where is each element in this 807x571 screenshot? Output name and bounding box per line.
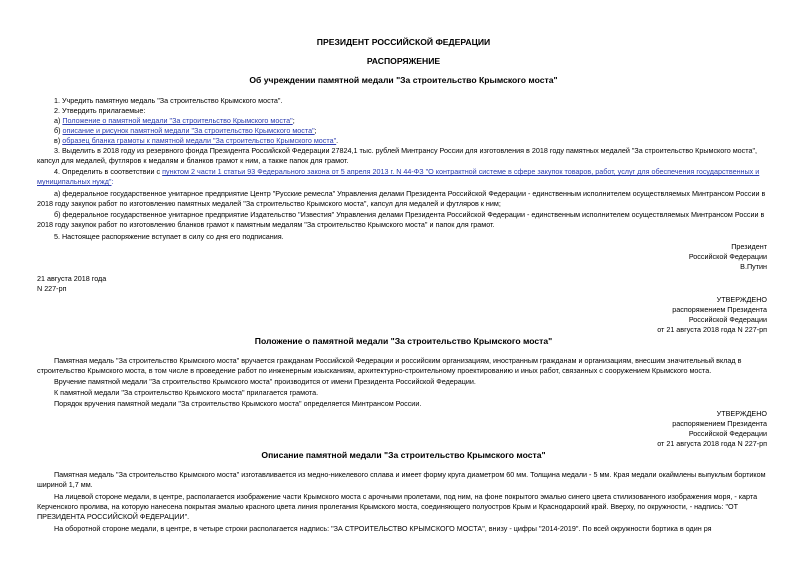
point-2b-suffix: ; [314, 126, 317, 135]
approved2-label: УТВЕРЖДЕНО [716, 409, 767, 418]
approved-label: УТВЕРЖДЕНО [716, 295, 767, 304]
description-para1-line1: Памятная медаль "За строительство Крымского моста" изготавливается из медно-никелевого сплава и имеет форму круга диаметром 60 мм. Толщина медали - 5 мм. Края медали окаймлены выпуклым бортиком [54, 470, 766, 479]
point-2: 2. Утвердить прилагаемые: [54, 106, 146, 115]
point-2c-prefix: в) [54, 136, 63, 145]
president-heading: ПРЕЗИДЕНТ РОССИЙСКОЙ ФЕДЕРАЦИИ [316, 37, 491, 47]
document-title: Об учреждении памятной медали "За строительство Крымского моста" [249, 75, 558, 85]
link-federal-law[interactable]: пунктом 2 части 1 статьи 93 Федерального закона от 5 апреля 2013 г. N 44-ФЗ "О контрактной системе в сфере закупок товаров, работ, услуг для обеспечения государственных и [162, 167, 760, 176]
point-2a-suffix: ; [292, 116, 295, 125]
point-4a-line1: а) федеральное государственное унитарное предприятие Центр "Русские ремесла" Управления делами Президента Российской Федерации - единственным исполнителем осуществляемых Минтрансом России в [54, 189, 766, 198]
section-description-title: Описание памятной медали "За строительство Крымского моста" [261, 450, 546, 460]
signature-name: В.Путин [740, 262, 767, 271]
section-regulation-title: Положение о памятной медали "За строительство Крымского моста" [254, 336, 553, 346]
description-para2-line3: ПРЕЗИДЕНТА РОССИЙСКОЙ ФЕДЕРАЦИИ". [37, 512, 190, 521]
point-2c [54, 136, 338, 145]
approved-date: от 21 августа 2018 года N 227-рп [657, 325, 767, 334]
description-para1-line2: шириной 1,7 мм. [37, 480, 93, 489]
description-para2-line2: Керченского пролива, на которую нанесена покрытая эмалью красного цвета линия пролегания Крымского моста, соединяющего полуостров Крым и Краснодарский край. Вверху, по окружности, - надпись: "ОТ [37, 502, 739, 511]
point-2a [54, 116, 295, 125]
approved-country: Российской Федерации [688, 315, 767, 324]
link-regulation[interactable]: Положение о памятной медали "За строительство Крымского моста" [62, 116, 293, 125]
approved2-by: распоряжением Президента [672, 419, 767, 428]
point-4-line1 [54, 167, 759, 176]
link-certificate-form[interactable]: образец бланка грамоты к памятной медали "За строительство Крымского моста" [62, 136, 337, 145]
document-type: РАСПОРЯЖЕНИЕ [366, 56, 441, 66]
regulation-para1-line1: Памятная медаль "За строительство Крымского моста" вручается гражданам Российской Федерации и российским организациям, иностранным гражданам и организациям, внесшим значительный вклад в [54, 356, 742, 365]
link-description[interactable]: описание и рисунок памятной медали "За строительство Крымского моста" [62, 126, 315, 135]
point-4-line2 [37, 177, 113, 186]
signature-country: Российской Федерации [688, 252, 767, 261]
regulation-para4: Порядок вручения памятной медали "За строительство Крымского моста" определяется Минтрансом России. [54, 399, 422, 408]
point-1: 1. Учредить памятную медаль "За строительство Крымского моста". [54, 96, 283, 105]
point-2b-prefix: б) [54, 126, 63, 135]
point-4a-line2: 2018 году закупок работ по изготовлению памятных медалей "За строительство Крымского моста", капсул для медалей и футляров к ним; [37, 199, 501, 208]
point-2b [54, 126, 317, 135]
point-3-line1: 3. Выделить в 2018 году из резервного фонда Президента Российской Федерации 27824,1 тыс. рублей Минтрансу России для изготовления в 2018 году памятных медалей "За строительство Крымского моста", [54, 146, 758, 155]
approved-by: распоряжением Президента [672, 305, 767, 314]
link-federal-law-cont[interactable]: муниципальных нужд" [37, 177, 112, 186]
point-2a-prefix: а) [54, 116, 63, 125]
point-4b-line1: б) федеральное государственное унитарное предприятие Издательство "Известия" Управления делами Президента Российской Федерации - единственным исполнителем осуществляемых Минтрансом России в [54, 210, 765, 219]
signature-title: Президент [731, 242, 767, 251]
point-3-line2: капсул для медалей, футляров к медалям и бланков грамот к ним, а также папок для грамот. [37, 156, 349, 165]
regulation-para1-line2: строительство Крымского моста, в том числе в проведение работ по инженерным изысканиям, архитектурно-строительному проектированию и иных работ, связанных с сооружением Крымского моста. [37, 366, 712, 375]
regulation-para3: К памятной медали "За строительство Крымского моста" прилагается грамота. [54, 388, 319, 397]
approved2-date: от 21 августа 2018 года N 227-рп [657, 439, 767, 448]
point-5: 5. Настоящее распоряжение вступает в силу со дня его подписания. [54, 232, 284, 241]
document-number: N 227-рп [37, 284, 67, 293]
approved2-country: Российской Федерации [688, 429, 767, 438]
regulation-para2: Вручение памятной медали "За строительство Крымского моста" производится от имени Президента Российской Федерации. [54, 377, 476, 386]
document-date: 21 августа 2018 года [37, 274, 107, 283]
point-4b-line2: 2018 году закупок работ по изготовлению бланков грамот к памятным медалям "За строительство Крымского моста" и папок для грамот. [37, 220, 495, 229]
point-2c-suffix: . [336, 136, 339, 145]
point-4-suffix: : [111, 177, 114, 186]
description-para3-line1: На оборотной стороне медали, в центре, в четыре строки располагается надпись: "ЗА СТРОИТЕЛЬСТВО КРЫМСКОГО МОСТА", внизу - цифры "2014-2019". По всей окружности бортика в один ря [54, 524, 712, 533]
description-para2-line1: На лицевой стороне медали, в центре, располагается изображение части Крымского моста с арочными пролетами, под ним, на фоне покрытого эмалью синего цвета стилизованного изображения моря, - карта [54, 492, 758, 501]
point-4-prefix: 4. Определить в соответствии с [54, 167, 163, 176]
